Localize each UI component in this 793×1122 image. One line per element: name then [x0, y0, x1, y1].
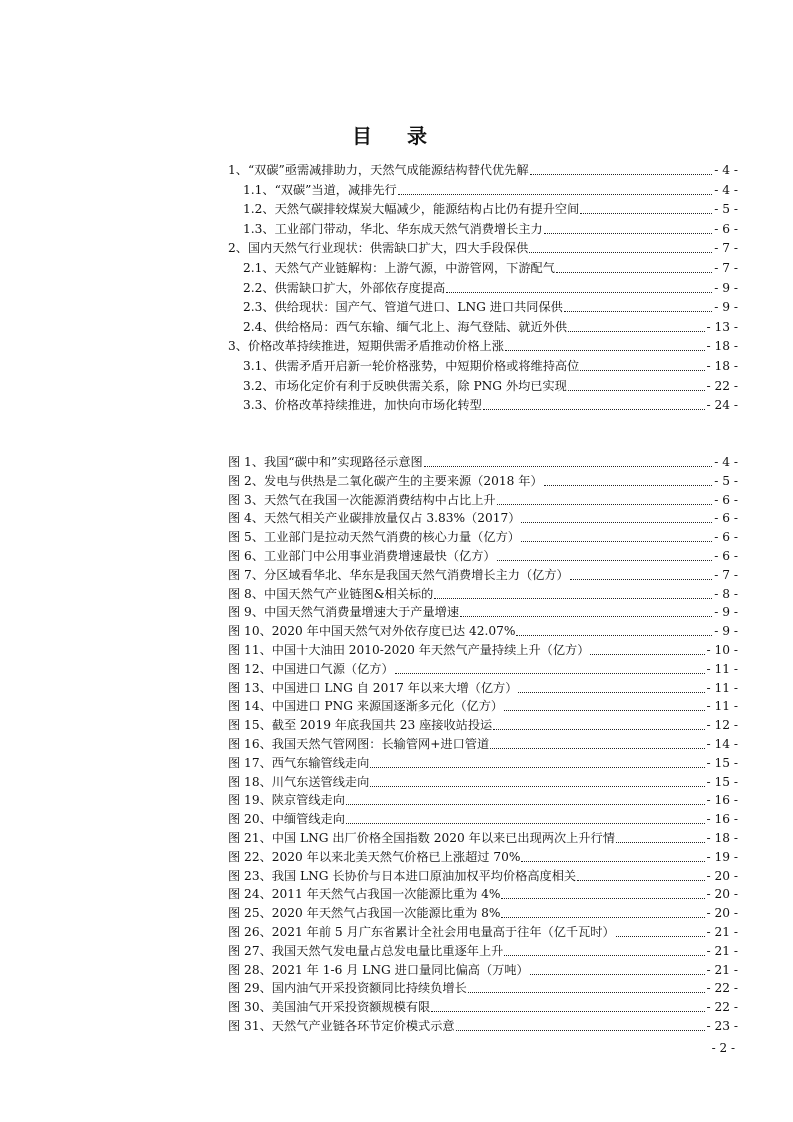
toc-section-entry-label: 3.1、供需矛盾开启新一轮价格涨势，中短期价格或将维持高位: [243, 359, 580, 373]
toc-figure-entry[interactable]: [228, 696, 738, 714]
toc-figure-entry-label: 图 21、中国 LNG 出厂价格全国指数 2020 年以来已出现两次上升行情: [228, 831, 615, 845]
toc-figure-entry-label: 图 29、国内油气开采投资额同比持续负增长: [228, 981, 467, 996]
toc-section-entry-label: 1、“双碳”亟需减排助力，天然气成能源结构替代优先解: [228, 163, 529, 177]
toc-figure-entry-label: 图 18、川气东送管线走向: [228, 774, 370, 789]
toc-section-entry[interactable]: [243, 199, 738, 217]
toc-section-entry-page: - 4 -: [714, 163, 738, 177]
dot-leader: [504, 709, 704, 711]
dot-leader: [521, 521, 712, 523]
toc-figure-entry[interactable]: [228, 640, 738, 658]
toc-figure-entry-label: 图 28、2021 年 1-6 月 LNG 进口量同比偏高（万吨）: [228, 962, 529, 977]
toc-section-entry-label: 3、价格改革持续推进，短期供需矛盾推动价格上涨: [228, 339, 504, 354]
toc-figure-entry-page: - 6 -: [714, 549, 738, 563]
toc-figure-entry[interactable]: [228, 734, 738, 752]
toc-section-entry[interactable]: [243, 258, 738, 276]
toc-figure-entry-label: 图 26、2021 年前 5 月广东省累计全社会用电量高于往年（亿千瓦时）: [228, 925, 615, 939]
toc-figure-entry-page: - 21 -: [706, 925, 738, 939]
toc-figure-entry[interactable]: [228, 1016, 738, 1034]
toc-figure-entry-label: 图 12、中国进口气源（亿方）: [228, 661, 394, 676]
toc-section-entry-label: 2.4、供给格局：西气东输、缅气北上、海气登陆、就近外供: [243, 319, 568, 334]
dot-leader: [544, 232, 713, 234]
toc-section-entry-label: 2、国内天然气行业现状：供需缺口扩大，四大手段保供: [228, 241, 529, 256]
toc-section-entry[interactable]: [243, 317, 738, 335]
toc-section-entry-page: - 9 -: [714, 300, 738, 315]
dot-leader: [568, 330, 704, 332]
toc-figure-entry-label: 图 14、中国进口 PNG 来源国逐渐多元化（亿方）: [228, 699, 504, 714]
toc-figure-entry-label: 图 15、截至 2019 年底我国共 23 座接收站投运: [228, 718, 493, 733]
dot-leader: [493, 728, 704, 730]
toc-section-entry-page: - 5 -: [714, 202, 738, 217]
toc-figure-entry-label: 图 9、中国天然气消费量增速大于产量增速: [228, 605, 460, 620]
toc-section-entry[interactable]: [243, 219, 738, 237]
dot-leader: [483, 408, 705, 410]
toc-figure-entry-label: 图 13、中国进口 LNG 自 2017 年以来大增（亿方）: [228, 680, 518, 695]
toc-figure-entry[interactable]: [228, 903, 738, 921]
toc-figure-entry-page: - 4 -: [714, 455, 738, 469]
toc-figure-entry-label: 图 10、2020 年中国天然气对外依存度已达 42.07%: [228, 624, 516, 639]
dot-leader: [505, 349, 705, 351]
toc-figure-entry-page: - 5 -: [714, 473, 738, 488]
toc-section-entry-page: - 13 -: [706, 319, 738, 334]
toc-figure-entry-page: - 6 -: [714, 530, 738, 545]
toc-figure-entry-label: 图 30、美国油气开采投资额规模有限: [228, 1000, 431, 1015]
toc-figure-entry[interactable]: [228, 565, 738, 583]
toc-figure-entry-page: - 23 -: [706, 1019, 738, 1033]
toc-section-entry[interactable]: [243, 356, 738, 374]
dot-leader: [490, 747, 704, 749]
toc-figure-entry-label: 图 7、分区域看华北、华东是我国天然气消费增长主力（亿方）: [228, 567, 569, 582]
toc-section-entry-page: - 6 -: [714, 221, 738, 236]
toc-figure-entry-page: - 21 -: [706, 943, 738, 958]
toc-figure-entry-label: 图 19、陕京管线走向: [228, 793, 345, 808]
dot-leader: [556, 271, 712, 273]
dot-leader: [529, 251, 712, 253]
toc-section-entry[interactable]: [228, 336, 738, 354]
dot-leader: [544, 484, 713, 486]
dot-leader: [370, 785, 704, 787]
toc-figure-entry-page: - 19 -: [706, 849, 738, 864]
toc-figure-entry[interactable]: [228, 753, 738, 771]
dot-leader: [530, 973, 705, 975]
toc-figure-entry-page: - 11 -: [706, 661, 738, 676]
dot-leader: [590, 653, 704, 655]
toc-section-entry[interactable]: [228, 160, 738, 178]
toc-section-entry-page: - 24 -: [706, 398, 738, 413]
toc-figure-entry-label: 图 27、我国天然气发电量占总发电量比重逐年上升: [228, 943, 504, 958]
toc-figure-entry[interactable]: [228, 490, 738, 508]
toc-figure-entry[interactable]: [228, 659, 738, 677]
toc-figure-entry-label: 图 11、中国十大油田 2010-2020 年天然气产量持续上升（亿方）: [228, 643, 590, 657]
toc-section-entry-page: - 4 -: [714, 182, 738, 197]
toc-figure-entry[interactable]: [228, 978, 738, 996]
toc-figure-entry[interactable]: [228, 960, 738, 978]
dot-leader: [580, 369, 704, 371]
toc-figure-entry-label: 图 4、天然气相关产业碳排放量仅占 3.83%（2017）: [228, 511, 521, 526]
toc-section-entry[interactable]: [243, 297, 738, 315]
toc-figure-entry[interactable]: [228, 471, 738, 489]
dot-leader: [456, 1029, 705, 1031]
toc-figure-entry-label: 图 6、工业部门中公用事业消费增速最快（亿方）: [228, 549, 496, 563]
dot-leader: [516, 634, 712, 636]
toc-figure-entry-label: 图 5、工业部门是拉动天然气消费的核心力量（亿方）: [228, 530, 520, 545]
dot-leader: [431, 1010, 704, 1012]
dot-leader: [564, 310, 712, 312]
toc-figure-entry[interactable]: [228, 772, 738, 790]
toc-figure-entry-label: 图 2、发电与供热是二氧化碳产生的主要来源（2018 年）: [228, 473, 543, 488]
dot-leader: [501, 916, 704, 918]
dot-leader: [446, 291, 712, 293]
toc-figure-entry-page: - 14 -: [706, 737, 738, 751]
toc-figure-entry[interactable]: [228, 584, 738, 602]
toc-figure-entry-page: - 15 -: [706, 755, 738, 770]
toc-figure-entry[interactable]: [228, 884, 738, 902]
toc-figure-entry-page: - 20 -: [706, 868, 738, 883]
toc-figure-entry-page: - 21 -: [706, 962, 738, 977]
toc-section-entry[interactable]: [243, 376, 738, 394]
toc-section-entry-label: 1.2、天然气碳排较煤炭大幅减少，能源结构占比仍有提升空间: [243, 202, 580, 217]
dot-leader: [501, 897, 704, 899]
toc-figure-entry[interactable]: [228, 790, 738, 808]
toc-figure-entry-page: - 11 -: [706, 680, 738, 695]
toc-section-entry[interactable]: [243, 180, 738, 198]
toc-figure-entry-page: - 20 -: [706, 906, 738, 921]
dot-leader: [424, 465, 713, 467]
toc-section-entry[interactable]: [243, 395, 738, 413]
dot-leader: [577, 879, 704, 881]
toc-figure-entry[interactable]: [228, 546, 738, 564]
toc-section-entry-page: - 22 -: [706, 378, 738, 393]
toc-figure-entry-page: - 18 -: [706, 831, 738, 845]
toc-figure-entry-label: 图 24、2011 年天然气占我国一次能源比重为 4%: [228, 887, 501, 902]
toc-figure-entry[interactable]: [228, 715, 738, 733]
dot-leader: [346, 822, 705, 824]
toc-section-entry-page: - 7 -: [714, 261, 738, 275]
toc-figure-entry-page: - 6 -: [714, 511, 738, 526]
toc-figure-entry[interactable]: [228, 941, 738, 959]
dot-leader: [370, 766, 704, 768]
toc-figure-entry-label: 图 16、我国天然气管网图：长输管网+进口管道: [228, 737, 490, 751]
dot-leader: [568, 389, 705, 391]
toc-figure-entry[interactable]: [228, 508, 738, 526]
dot-leader: [616, 841, 705, 843]
toc-figure-entry-page: - 10 -: [706, 643, 738, 657]
toc-figure-entry-label: 图 20、中缅管线走向: [228, 812, 345, 827]
toc-section-entry-label: 1.3、工业部门带动，华北、华东成天然气消费增长主力: [243, 221, 543, 236]
toc-figure-entry[interactable]: [228, 847, 738, 865]
toc-section-entry-label: 2.2、供需缺口扩大，外部依存度提高: [243, 280, 446, 295]
toc-figure-entry[interactable]: [228, 922, 738, 940]
toc-figure-entry-label: 图 23、我国 LNG 长协价与日本进口原油加权平均价格高度相关: [228, 868, 577, 883]
toc-figure-entry[interactable]: [228, 866, 738, 884]
toc-section-entry-page: - 9 -: [714, 280, 738, 295]
toc-section-entry-page: - 7 -: [714, 241, 738, 256]
dot-leader: [346, 803, 705, 805]
toc-section-entry-label: 2.1、天然气产业链解构：上游气源，中游管网，下游配气: [243, 261, 555, 275]
toc-figure-entry-page: - 9 -: [714, 624, 738, 639]
toc-figure-entry[interactable]: [228, 678, 738, 696]
toc-figure-entry-label: 图 31、天然气产业链各环节定价模式示意: [228, 1019, 455, 1033]
toc-figure-entry[interactable]: [228, 621, 738, 639]
dot-leader: [580, 212, 712, 214]
dot-leader: [504, 954, 704, 956]
dot-leader: [570, 578, 713, 580]
toc-figure-entry-page: - 8 -: [714, 586, 738, 601]
dot-leader: [497, 503, 713, 505]
toc-section-entry-label: 1.1、“双碳”当道，减排先行: [243, 182, 397, 197]
toc-section-entry[interactable]: [228, 238, 738, 256]
dot-leader: [398, 193, 713, 195]
toc-figure-entry-label: 图 8、中国天然气产业链图&相关标的: [228, 586, 434, 601]
page-number: - 2 -: [711, 1041, 735, 1055]
toc-section-entry-label: 3.3、价格改革持续推进，加快向市场化转型: [243, 398, 482, 413]
dot-leader: [530, 173, 713, 175]
toc-figure-entry-page: - 11 -: [706, 699, 738, 714]
toc-figure-entry-page: - 16 -: [706, 812, 738, 827]
toc-section-entry-page: - 18 -: [706, 359, 738, 373]
toc-section-entry[interactable]: [243, 278, 738, 296]
toc-figure-entry[interactable]: [228, 527, 738, 545]
toc-figure-entry-label: 图 25、2020 年天然气占我国一次能源比重为 8%: [228, 906, 501, 921]
toc-figure-entry-label: 图 17、西气东输管线走向: [228, 755, 370, 770]
dot-leader: [616, 935, 705, 937]
dot-leader: [460, 615, 712, 617]
toc-figure-entry-page: - 9 -: [714, 605, 738, 620]
toc-figure-entry-page: - 7 -: [714, 567, 738, 582]
toc-figure-entry[interactable]: [228, 602, 738, 620]
toc-figure-entry[interactable]: [228, 452, 738, 470]
dot-leader: [468, 991, 705, 993]
toc-section-entry-label: 2.3、供给现状：国产气、管道气进口、LNG 进口共同保供: [243, 300, 563, 315]
toc-section-entry-page: - 18 -: [706, 339, 738, 354]
dot-leader: [521, 540, 712, 542]
toc-figure-entry-page: - 12 -: [706, 718, 738, 733]
toc-figure-entry-page: - 22 -: [706, 981, 738, 996]
dot-leader: [395, 672, 705, 674]
dot-leader: [521, 860, 704, 862]
toc-figure-entry[interactable]: [228, 997, 738, 1015]
toc-figure-entry-page: - 16 -: [706, 793, 738, 808]
toc-figure-entry-label: 图 1、我国“碳中和”实现路径示意图: [228, 455, 423, 469]
toc-figure-entry-page: - 22 -: [706, 1000, 738, 1015]
toc-figure-entry-page: - 15 -: [706, 774, 738, 789]
toc-figure-entry[interactable]: [228, 828, 738, 846]
toc-figure-entry-label: 图 22、2020 年以来北美天然气价格已上涨超过 70%: [228, 849, 521, 864]
dot-leader: [518, 691, 704, 693]
toc-figure-entry-page: - 6 -: [714, 492, 738, 507]
toc-figure-entry-label: 图 3、天然气在我国一次能源消费结构中占比上升: [228, 492, 496, 507]
toc-figure-entry[interactable]: [228, 809, 738, 827]
page-title: 目 录: [352, 124, 441, 148]
dot-leader: [434, 597, 712, 599]
toc-section-entry-label: 3.2、市场化定价有利于反映供需关系，除 PNG 外均已实现: [243, 378, 567, 393]
toc-figure-entry-page: - 20 -: [706, 887, 738, 902]
dot-leader: [497, 559, 713, 561]
